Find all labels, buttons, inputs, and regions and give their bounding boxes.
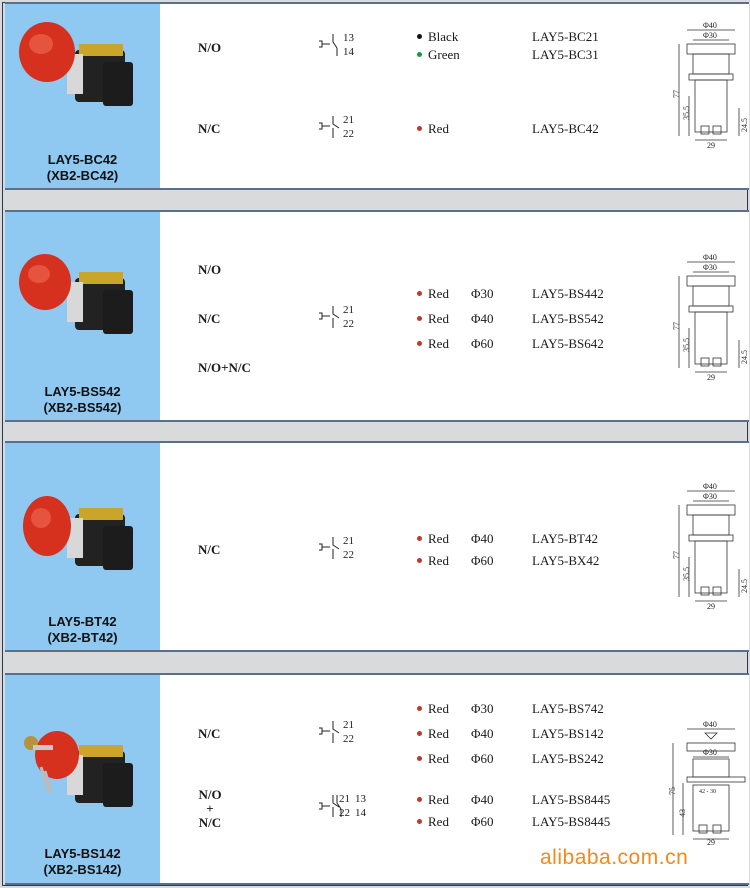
svg-text:77: 77 <box>672 90 681 98</box>
svg-text:29: 29 <box>707 602 715 611</box>
size-option: Φ60 <box>471 814 494 829</box>
model-code: LAY5-BS742 <box>532 701 604 716</box>
dimension-drawing <box>667 18 749 150</box>
model-name: LAY5-BC42 <box>47 152 118 167</box>
product-panel-bs542: LAY5-BS542 (XB2-BS542) N/O N/C N/O+N/C 21 22 Red Red Red Φ30 Φ40 Φ60 LAY5-BS442 LAY5-BS542 LAY5-BS642 Φ40 Φ30 77 35.5 24.5 29 <box>5 210 749 422</box>
svg-text:Φ40: Φ40 <box>703 21 717 30</box>
switch-nc-icon <box>317 535 343 561</box>
model-code: LAY5-BS8445 <box>532 792 611 807</box>
model-name: LAY5-BS142 <box>44 846 121 861</box>
contact-type: N/C <box>198 121 221 136</box>
mushroom-button-photo <box>17 478 147 588</box>
model-alias: (XB2-BS542) <box>43 400 122 415</box>
size-option: Φ40 <box>471 792 494 807</box>
color-option: Red <box>417 531 449 547</box>
model-alias: (XB2-BT42) <box>47 630 118 645</box>
color-option: Red <box>417 726 449 742</box>
svg-text:Φ30: Φ30 <box>703 263 717 272</box>
model-code: LAY5-BX42 <box>532 553 600 568</box>
model-code: LAY5-BT42 <box>532 531 598 546</box>
size-option: Φ40 <box>471 726 494 741</box>
size-option: Φ30 <box>471 286 494 301</box>
catalog-sheet <box>2 2 748 886</box>
model-code: LAY5-BC31 <box>532 47 599 62</box>
model-code: LAY5-BS142 <box>532 726 604 741</box>
size-option: Φ30 <box>471 701 494 716</box>
size-option: Φ40 <box>471 311 494 326</box>
model-name: LAY5-BS542 <box>44 384 121 399</box>
switch-nc-icon <box>317 719 343 745</box>
model-code: LAY5-BS442 <box>532 286 604 301</box>
switch-nc-icon <box>317 304 343 330</box>
mushroom-button-photo <box>17 242 147 352</box>
svg-text:43: 43 <box>678 809 687 817</box>
svg-text:Φ40: Φ40 <box>703 720 717 729</box>
svg-text:29: 29 <box>707 141 715 150</box>
contact-type: N/O+N/C <box>198 360 251 375</box>
switch-nc-icon <box>317 114 343 140</box>
svg-text:Φ30: Φ30 <box>703 31 717 40</box>
contact-type: N/C <box>198 542 221 557</box>
model-code: LAY5-BC42 <box>532 121 599 136</box>
svg-text:77: 77 <box>672 322 681 330</box>
product-thumbnail <box>5 212 160 420</box>
model-code: LAY5-BS642 <box>532 336 604 351</box>
svg-text:24.5: 24.5 <box>740 579 749 593</box>
svg-text:29: 29 <box>707 838 715 845</box>
size-option: Φ40 <box>471 531 494 546</box>
product-panel-bt42: LAY5-BT42 (XB2-BT42) N/C 21 22 Red Red Φ40 Φ60 LAY5-BT42 LAY5-BX42 Φ40 Φ30 77 35.5 24.5 29 <box>5 441 749 652</box>
dimension-drawing <box>667 479 749 611</box>
contact-type: N/C <box>198 311 221 326</box>
color-option: Red <box>417 311 449 327</box>
product-panel-bs142: LAY5-BS142 (XB2-BS142) N/C N/O + N/C 21 22 21 22 13 14 Red Red Red Red Red Φ30 Φ40 Φ60 Φ40 Φ60 LAY5-BS742 LAY5-BS142 LAY5-BS242 LAY5-BS8445 LAY5-BS8445 Φ40 Φ30 42 - 30 75 43 29 <box>5 673 749 885</box>
svg-text:77: 77 <box>672 551 681 559</box>
model-code: LAY5-BS8445 <box>532 814 611 829</box>
color-option: Red <box>417 286 449 302</box>
contact-type: N/O <box>198 262 222 277</box>
watermark: alibaba.com.cn <box>540 846 689 869</box>
color-option: Red <box>417 336 449 352</box>
product-panel-bc42: LAY5-BC42 (XB2-BC42) N/O N/C 13 14 21 22 Black Green Red LAY5-BC21 LAY5-BC31 LAY5-BC42 Φ40 Φ30 77 35.5 24.5 29 <box>5 2 749 190</box>
mushroom-button-photo <box>17 14 147 124</box>
product-thumbnail <box>5 675 160 883</box>
color-option: Red <box>417 121 449 137</box>
svg-text:24.5: 24.5 <box>740 118 749 132</box>
color-option: Red <box>417 751 449 767</box>
size-option: Φ60 <box>471 336 494 351</box>
color-option: Black <box>417 29 458 45</box>
svg-text:Φ30: Φ30 <box>703 748 717 757</box>
svg-text:35.5: 35.5 <box>682 338 691 352</box>
svg-text:Φ40: Φ40 <box>703 482 717 491</box>
svg-text:75: 75 <box>668 787 677 795</box>
svg-text:29: 29 <box>707 373 715 382</box>
product-thumbnail <box>5 4 160 188</box>
contact-type: N/O <box>198 40 222 55</box>
key-mushroom-button-photo <box>17 715 147 825</box>
switch-no-icon <box>317 32 343 58</box>
size-option: Φ60 <box>471 751 494 766</box>
color-option: Red <box>417 814 449 830</box>
svg-text:42 - 30: 42 - 30 <box>699 789 716 795</box>
model-code: LAY5-BC21 <box>532 29 599 44</box>
svg-text:Φ40: Φ40 <box>703 253 717 262</box>
color-option: Red <box>417 701 449 717</box>
contact-type: N/C <box>198 726 221 741</box>
size-option: Φ60 <box>471 553 494 568</box>
svg-text:Φ30: Φ30 <box>703 492 717 501</box>
model-name: LAY5-BT42 <box>48 614 117 629</box>
dimension-drawing <box>667 250 749 382</box>
svg-text:24.5: 24.5 <box>740 350 749 364</box>
svg-text:35.5: 35.5 <box>682 567 691 581</box>
contact-type-combo: N/O + N/C <box>198 787 222 830</box>
product-thumbnail <box>5 443 160 650</box>
model-code: LAY5-BS242 <box>532 751 604 766</box>
color-option: Green <box>417 47 460 63</box>
dimension-drawing <box>667 717 749 845</box>
color-option: Red <box>417 792 449 808</box>
model-alias: (XB2-BS142) <box>43 862 122 877</box>
model-code: LAY5-BS542 <box>532 311 604 326</box>
svg-text:35.5: 35.5 <box>682 106 691 120</box>
model-alias: (XB2-BC42) <box>46 168 119 183</box>
color-option: Red <box>417 553 449 569</box>
